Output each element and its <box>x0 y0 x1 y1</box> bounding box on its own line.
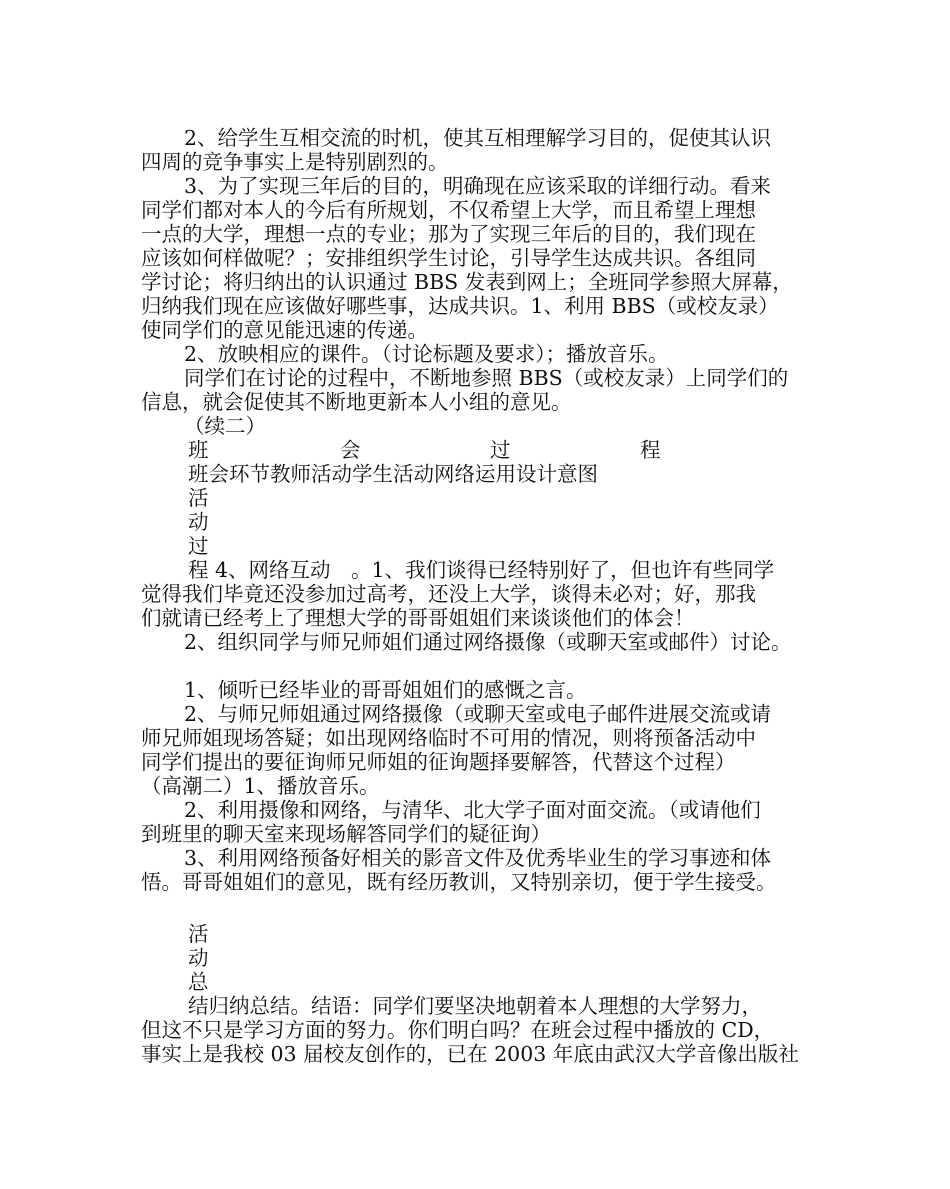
paragraph-line: 学讨论；将归纳出的认识通过 BBS 发表到网上；全班同学参照大屏幕， <box>141 270 793 294</box>
paragraph-line: 2、放映相应的课件。（讨论标题及要求）；播放音乐。 <box>184 342 669 366</box>
paragraph-line: （高潮二）1、播放音乐。 <box>141 774 380 798</box>
paragraph-line: 结归纳总结。结语：同学们要坚决地朝着本人理想的大学努力， <box>188 994 762 1018</box>
stage-label-char: 总 <box>188 970 209 994</box>
paragraph-line: 一点的大学，理想一点的专业；那为了实现三年后的目的，我们现在 <box>141 222 756 246</box>
paragraph-line: 师兄师姐现场答疑；如出现网络临时不可用的情况，则将预备活动中 <box>141 726 756 750</box>
paragraph-line: 应该如何样做呢？；安排组织学生讨论，引导学生达成共识。各组同 <box>141 246 756 270</box>
continuation-label: （续二） <box>184 414 266 438</box>
paragraph-line: 同学们提出的要征询师兄师姐的征询题择要解答，代替这个过程） <box>141 750 736 774</box>
stage-label-char: 活 <box>188 486 209 510</box>
paragraph-line: 3、为了实现三年后的目的，明确现在应该采取的详细行动。看来 <box>184 174 772 198</box>
paragraph-line: 2、组织同学与师兄师姐们通过网络摄像（或聊天室或邮件）讨论。 <box>184 630 792 654</box>
heading-cell: 会 <box>340 438 361 462</box>
paragraph-line: 觉得我们毕竟还没参加过高考，还没上大学，谈得未必对；好，那我 <box>141 582 756 606</box>
paragraph-line: 同学们在讨论的过程中，不断地参照 BBS（或校友录）上同学们的 <box>184 366 789 390</box>
paragraph-line: 程 4、网络互动 。1、我们谈得已经特别好了，但也许有些同学 <box>188 558 775 582</box>
paragraph-line: 四周的竞争事实上是特别剧烈的。 <box>141 150 449 174</box>
paragraph-line: 3、利用网络预备好相关的影音文件及优秀毕业生的学习事迹和体 <box>184 846 772 870</box>
paragraph-line: 2、与师兄师姐通过网络摄像（或聊天室或电子邮件进展交流或请 <box>184 702 772 726</box>
paragraph-line: 2、给学生互相交流的时机，使其互相理解学习目的，促使其认识 <box>184 126 772 150</box>
heading-cell: 过 <box>490 438 511 462</box>
table-header: 班会环节教师活动学生活动网络运用设计意图 <box>188 462 598 486</box>
stage-label-char: 活 <box>188 922 209 946</box>
stage-label-char: 动 <box>188 510 209 534</box>
paragraph-line: 信息，就会促使其不断地更新本人小组的意见。 <box>141 390 572 414</box>
paragraph-line: 归纳我们现在应该做好哪些事，达成共识。1、利用 BBS（或校友录） <box>141 294 779 318</box>
heading-cell: 程 <box>640 438 661 462</box>
paragraph-line: 1、倾听已经毕业的哥哥姐姐们的感慨之言。 <box>184 678 587 702</box>
paragraph-line: 到班里的聊天室来现场解答同学们的疑征询） <box>141 822 551 846</box>
stage-label-char: 过 <box>188 534 209 558</box>
stage-label-char: 动 <box>188 946 209 970</box>
paragraph-line: 悟。哥哥姐姐们的意见，既有经历教训，又特别亲切，便于学生接受。 <box>141 870 777 894</box>
heading-cell: 班 <box>188 438 209 462</box>
paragraph-line: 2、利用摄像和网络，与清华、北大学子面对面交流。（或请他们 <box>184 798 761 822</box>
paragraph-line: 们就请已经考上了理想大学的哥哥姐姐们来谈谈他们的体会！ <box>141 606 695 630</box>
paragraph-line: 但这不只是学习方面的努力。你们明白吗？在班会过程中播放的 CD， <box>141 1018 775 1042</box>
paragraph-line: 使同学们的意见能迅速的传递。 <box>141 318 428 342</box>
paragraph-line: 同学们都对本人的今后有所规划，不仅希望上大学，而且希望上理想 <box>141 198 756 222</box>
paragraph-line: 事实上是我校 03 届校友创作的，已在 2003 年底由武汉大学音像出版社 <box>141 1042 799 1066</box>
